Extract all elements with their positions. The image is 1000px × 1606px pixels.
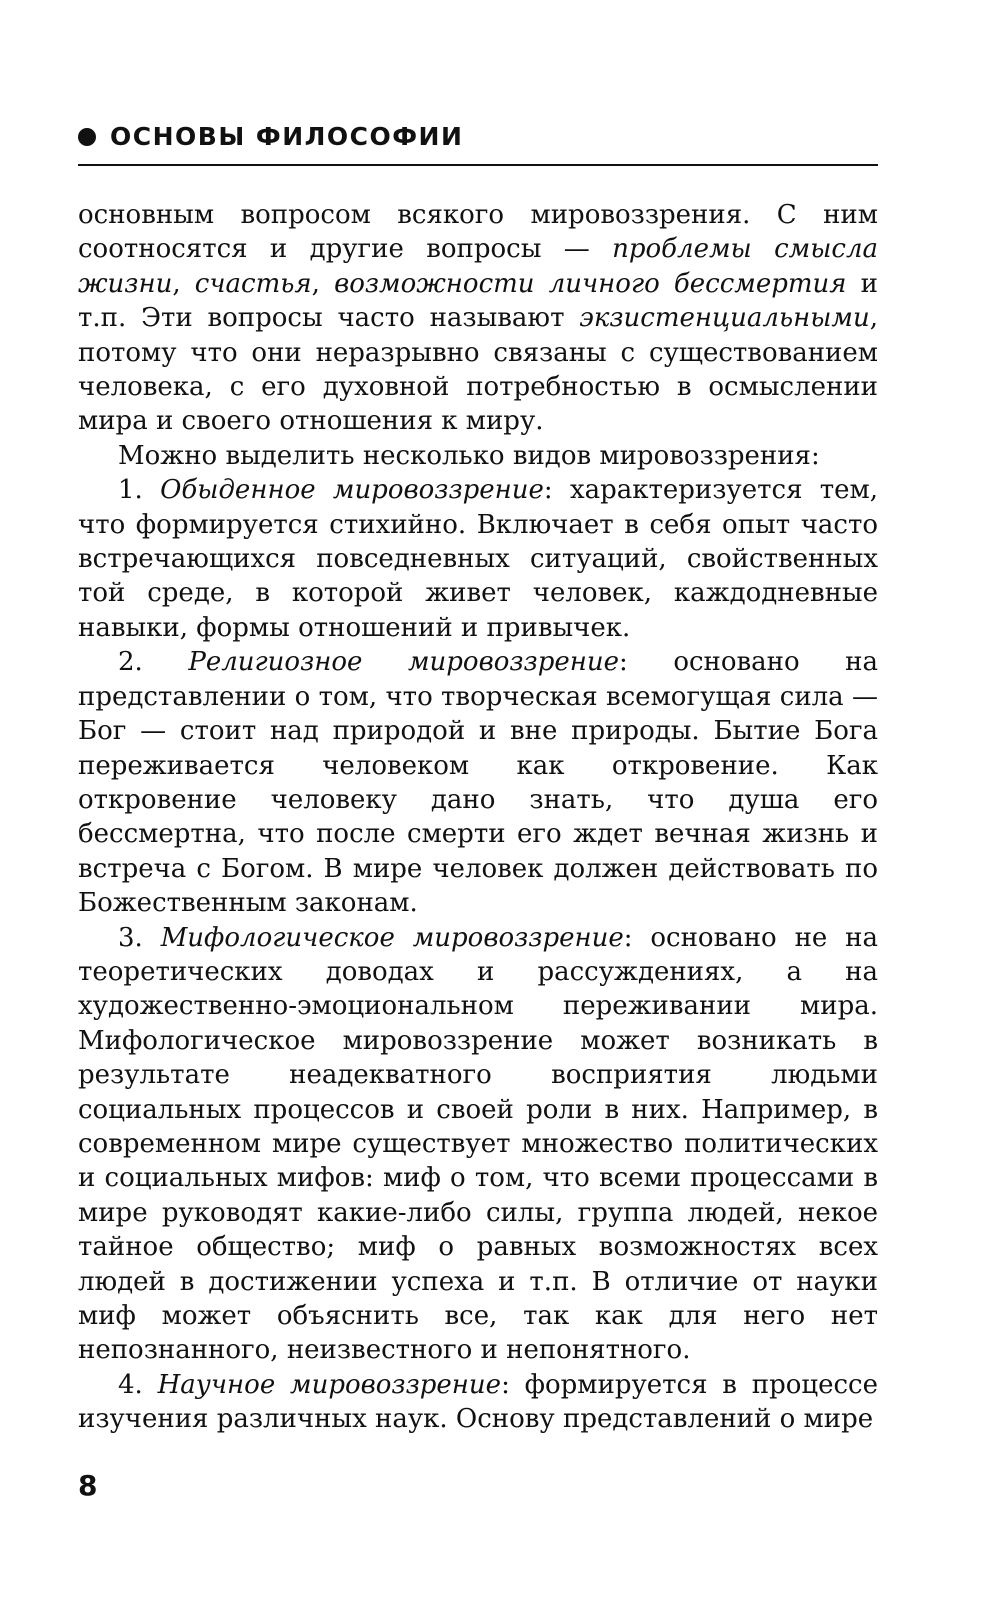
paragraph-scientific-worldview — [78, 1368, 878, 1437]
paragraph-everyday-worldview — [78, 473, 878, 645]
italic-term: возможности личного бессмертия — [334, 268, 847, 299]
text-run: : основано на представлении о том, что творческая всемогущая сила — Бог — стоит над природой и вне природы. Бытие Бога переживается человеком как откровение. Как откровение человеку дано знать, что душа его бессмертна, что после смерти его ждет вечная жизнь и встреча с Богом. В мире человек должен действовать по Божественным законам. — [78, 647, 879, 919]
list-number: 4. — [118, 1369, 158, 1400]
running-header — [78, 118, 878, 158]
header-divider — [78, 164, 878, 166]
italic-term: Мифологическое мировоззрение — [160, 922, 624, 953]
text-run: основным вопросом всякого мировоззрения. С ним соотносятся и другие вопросы — — [78, 200, 878, 265]
text-run: Можно выделить несколько видов мировоззрения: — [118, 440, 820, 471]
header-title: ОСНОВЫ ФИЛОСОФИИ — [110, 122, 464, 151]
text-run: , — [311, 268, 335, 299]
body-text — [78, 198, 878, 1437]
paragraph-mythological-worldview — [78, 921, 878, 1368]
page-number: 8 — [78, 1469, 98, 1502]
list-number: 3. — [118, 922, 161, 953]
list-number: 2. — [118, 647, 189, 678]
italic-term: Обыденное мировоззрение — [160, 475, 544, 506]
paragraph-intro — [78, 198, 878, 439]
italic-term: проблемы смысла жизни — [78, 234, 878, 299]
italic-term: Научное мировоззрение — [157, 1369, 502, 1400]
bullet-icon — [78, 128, 96, 146]
italic-term: экзистенциальными — [579, 303, 870, 334]
text-run: : характеризуется тем, что формируется стихийно. Включает в себя опыт часто встречающихся повседневных ситуаций, свойственных той среде, в которой живет человек, каждодневные навыки, формы отношений и привычек. — [78, 475, 878, 643]
paragraph-types-intro — [78, 439, 878, 473]
paragraph-religious-worldview — [78, 645, 878, 920]
text-run: : основано не на теоретических доводах и рассуждениях, а на художественно-эмоциональном переживании мира. Мифологическое мировоззрение может возникать в результате неадекватного восприятия людьми социальных процессов и своей роли в них. Например, в современном мире существует множество политических и социальных мифов: миф о том, что всеми процессами в мире руководят какие-либо силы, группа людей, некое тайное общество; миф о равных возможностях всех людей в достижении успеха и т.п. В отличие от науки миф может объяснить все, так как для него нет непознанного, неизвестного и непонятного. — [78, 922, 878, 1366]
italic-term: Религиозное мировоззрение — [188, 647, 620, 678]
text-run: , — [172, 268, 195, 299]
text-run: , потому что они неразрывно связаны с существованием человека, с его духовной потребностью в осмыслении мира и своего отношения к миру. — [78, 303, 878, 437]
text-run: : формируется в процессе изучения различных наук. Основу представлений о мире — [78, 1369, 878, 1435]
list-number: 1. — [118, 475, 161, 506]
text-run: и т.п. Эти вопросы часто называют — [78, 268, 878, 334]
italic-term: счастья — [194, 268, 312, 299]
